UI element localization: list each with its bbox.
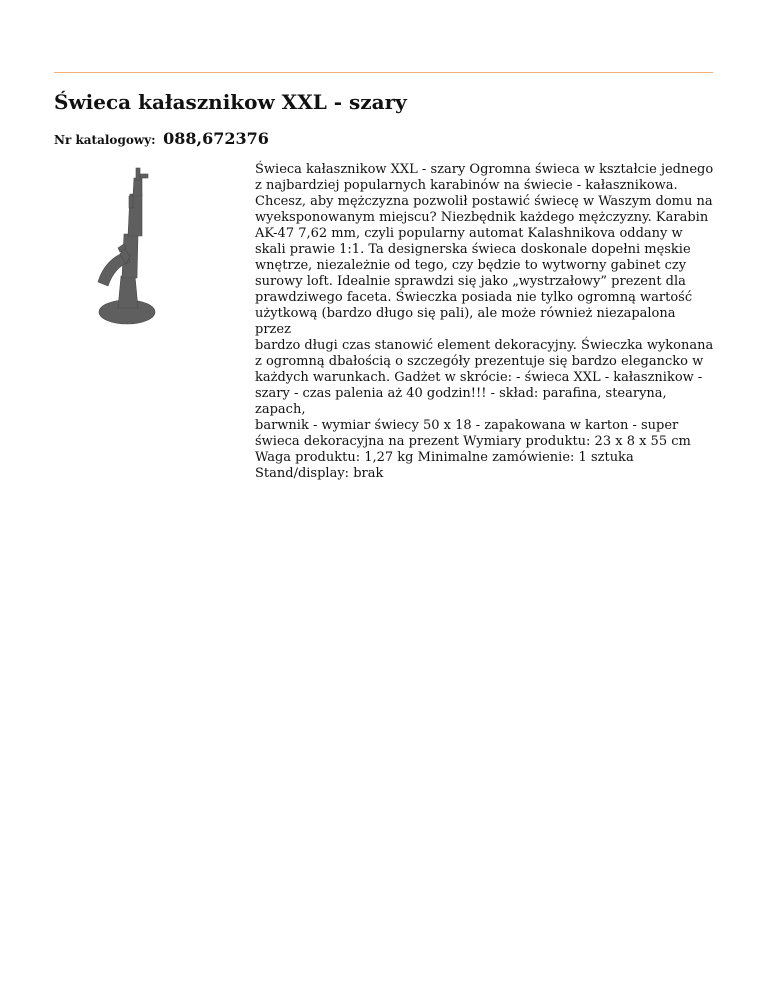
- description-line: wnętrze, niezależnie od tego, czy będzie to wytworny gabinet czy: [255, 258, 687, 273]
- description-line: wyeksponowanym miejscu? Niezbędnik każdego mężczyzny. Karabin: [255, 210, 709, 225]
- description-line: szary - czas palenia aż 40 godzin!!! - skład: parafina, stearyna, zapach,: [255, 386, 667, 417]
- description-line: barwnik - wymiar świecy 50 x 18 - zapakowana w karton - super: [255, 418, 679, 433]
- product-title: Świeca kałasznikow XXL - szary: [54, 90, 407, 114]
- description-line: użytkową (bardzo długo się pali), ale może również niezapalona przez: [255, 306, 676, 337]
- description-line: Świeca kałasznikow XXL - szary Ogromna świeca w kształcie jednego: [255, 162, 714, 177]
- description-line: AK-47 7,62 mm, czyli popularny automat Kalashnikova oddany w: [255, 226, 683, 241]
- description-line: z najbardziej popularnych karabinów na świecie - kałasznikowa.: [255, 178, 678, 193]
- description-line: Waga produktu: 1,27 kg Minimalne zamówienie: 1 sztuka: [255, 450, 634, 465]
- rifle-candle-image: [54, 164, 234, 329]
- description-line: Stand/display: brak: [255, 466, 384, 481]
- description-line: prawdziwego faceta. Świeczka posiada nie tylko ogromną wartość: [255, 290, 693, 305]
- description-line: Chcesz, aby mężczyzna pozwolił postawić świecę w Waszym domu na: [255, 194, 713, 209]
- catalog-label: Nr katalogowy:: [54, 133, 156, 147]
- header-divider: [54, 72, 713, 73]
- catalog-number: 088,672376: [163, 129, 269, 148]
- description-line: skali prawie 1:1. Ta designerska świeca doskonale dopełni męskie: [255, 242, 691, 257]
- description-line: bardzo długi czas stanowić element dekoracyjny. Świeczka wykonana: [255, 338, 714, 353]
- description-line: świeca dekoracyjna na prezent Wymiary produktu: 23 x 8 x 55 cm: [255, 434, 691, 449]
- catalog-number-row: [54, 129, 269, 148]
- description-line: surowy loft. Idealnie sprawdzi się jako „wystrzałowy” prezent dla: [255, 274, 686, 289]
- description-line: każdych warunkach. Gadżet w skrócie: - świeca XXL - kałasznikow -: [255, 370, 703, 385]
- description-line: z ogromną dbałością o szczegóły prezentuje się bardzo elegancko w: [255, 354, 704, 369]
- product-description: [255, 162, 715, 482]
